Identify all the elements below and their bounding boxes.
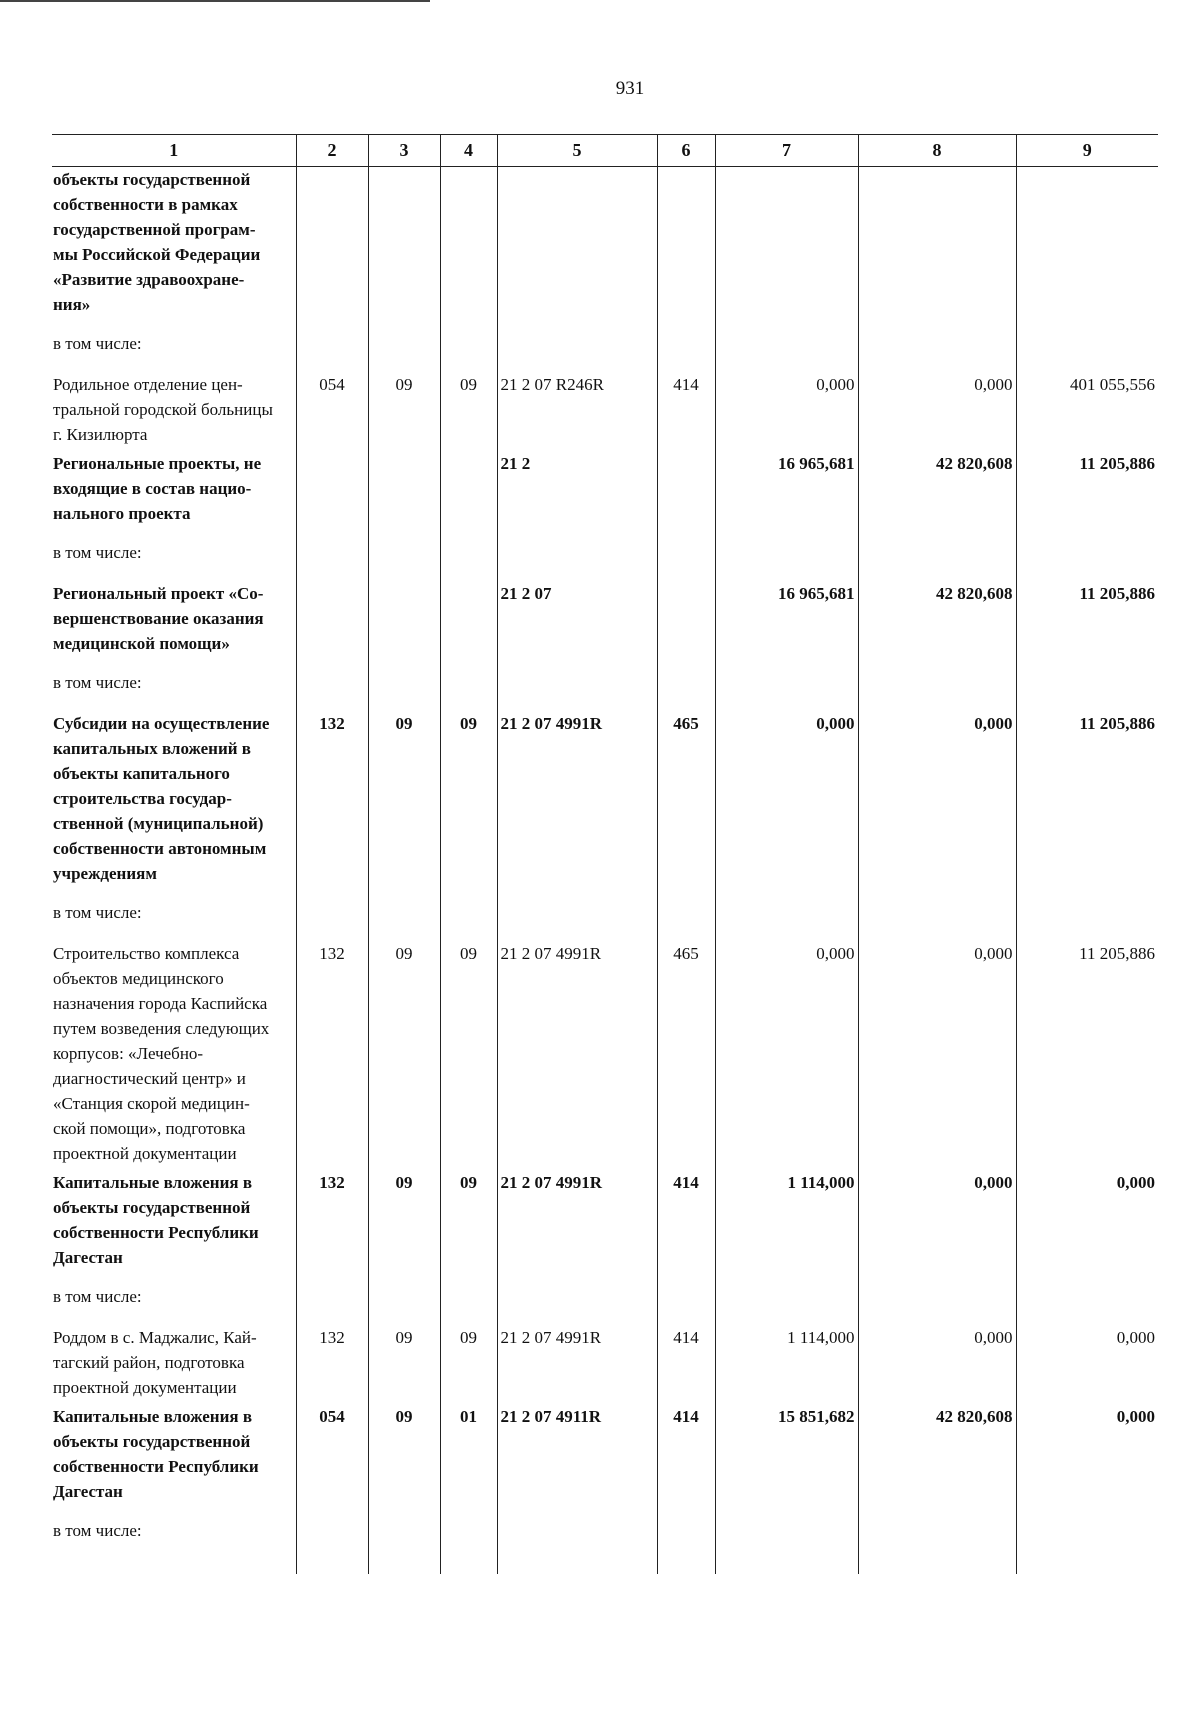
amount-col9-cell [1016, 1508, 1158, 1574]
subsection-cell [440, 1274, 497, 1325]
table-row [52, 1274, 1158, 1325]
table-row [52, 1404, 1158, 1504]
target-code-cell: 21 2 07 R246R [497, 372, 657, 447]
row-name-cell: Капитальные вложения в объекты государственной собственности Республики Дагестан [53, 1173, 259, 1267]
subsection-cell [440, 660, 497, 711]
expense-type-cell [657, 660, 715, 711]
expense-type-cell [657, 451, 715, 526]
amount-col8-cell [858, 660, 1016, 711]
section-cell: 09 [368, 711, 440, 886]
row-name-cell: в том числе: [53, 334, 142, 353]
table-row [52, 321, 1158, 372]
table-row [52, 890, 1158, 941]
amount-col9-cell [1016, 660, 1158, 711]
expense-type-cell [657, 167, 715, 318]
target-code-cell [497, 660, 657, 711]
target-code-cell [497, 321, 657, 372]
amount-col8-cell: 0,000 [858, 372, 1016, 447]
amount-col8-cell: 0,000 [858, 1170, 1016, 1270]
column-header: 5 [497, 135, 657, 167]
subsection-cell: 09 [440, 1325, 497, 1400]
admin-code-cell [296, 167, 368, 318]
amount-col7-cell [715, 167, 858, 318]
admin-code-cell [296, 581, 368, 656]
amount-col9-cell: 11 205,886 [1016, 711, 1158, 886]
table-row [52, 941, 1158, 1166]
section-cell: 09 [368, 1404, 440, 1504]
admin-code-cell [296, 1508, 368, 1574]
row-name-cell: в том числе: [53, 1287, 142, 1306]
subsection-cell [440, 530, 497, 581]
amount-col9-cell: 11 205,886 [1016, 941, 1158, 1166]
amount-col9-cell [1016, 1274, 1158, 1325]
target-code-cell: 21 2 07 4991R [497, 941, 657, 1166]
expense-type-cell: 414 [657, 1170, 715, 1270]
table-row [52, 372, 1158, 447]
amount-col8-cell [858, 890, 1016, 941]
column-header: 4 [440, 135, 497, 167]
table-row [52, 1508, 1158, 1574]
admin-code-cell: 054 [296, 1404, 368, 1504]
amount-col7-cell: 1 114,000 [715, 1325, 858, 1400]
amount-col7-cell: 1 114,000 [715, 1170, 858, 1270]
column-header: 1 [52, 135, 296, 167]
amount-col8-cell: 42 820,608 [858, 581, 1016, 656]
subsection-cell [440, 167, 497, 318]
header-row [52, 135, 1158, 167]
amount-col9-cell [1016, 167, 1158, 318]
section-cell [368, 167, 440, 318]
subsection-cell [440, 321, 497, 372]
target-code-cell [497, 1274, 657, 1325]
amount-col7-cell [715, 890, 858, 941]
section-cell [368, 530, 440, 581]
row-name-cell: Субсидии на осуществление капитальных вложений в объекты капитального строительства государ- ственной (муниципальной) собственности автономным учреждениям [53, 714, 270, 883]
amount-col9-cell: 11 205,886 [1016, 581, 1158, 656]
section-cell [368, 321, 440, 372]
admin-code-cell [296, 890, 368, 941]
amount-col8-cell: 42 820,608 [858, 451, 1016, 526]
amount-col9-cell: 0,000 [1016, 1404, 1158, 1504]
expense-type-cell [657, 581, 715, 656]
amount-col8-cell [858, 321, 1016, 372]
admin-code-cell: 132 [296, 711, 368, 886]
section-cell [368, 451, 440, 526]
row-name-cell: в том числе: [53, 903, 142, 922]
expense-type-cell [657, 890, 715, 941]
amount-col7-cell [715, 660, 858, 711]
section-cell [368, 660, 440, 711]
subsection-cell [440, 451, 497, 526]
amount-col7-cell [715, 1274, 858, 1325]
amount-col9-cell: 0,000 [1016, 1170, 1158, 1270]
row-name-cell: Родильное отделение цен- тральной городской больницы г. Кизилюрта [53, 375, 273, 444]
amount-col7-cell [715, 1508, 858, 1574]
amount-col7-cell [715, 321, 858, 372]
section-cell: 09 [368, 1325, 440, 1400]
amount-col7-cell: 0,000 [715, 941, 858, 1166]
target-code-cell: 21 2 07 [497, 581, 657, 656]
column-header: 6 [657, 135, 715, 167]
section-cell: 09 [368, 941, 440, 1166]
column-header: 9 [1016, 135, 1158, 167]
expense-type-cell: 414 [657, 372, 715, 447]
target-code-cell: 21 2 07 4911R [497, 1404, 657, 1504]
expense-type-cell: 465 [657, 711, 715, 886]
expense-type-cell [657, 530, 715, 581]
amount-col9-cell [1016, 321, 1158, 372]
amount-col8-cell [858, 530, 1016, 581]
table-row [52, 1325, 1158, 1400]
row-name-cell: в том числе: [53, 673, 142, 692]
row-name-cell: Строительство комплекса объектов медицинского назначения города Каспийска путем возведения следующих корпусов: «Лечебно- диагностический центр» и «Станция скорой медицин- ской помощи», подготовка проектной документации [53, 944, 270, 1163]
target-code-cell: 21 2 07 4991R [497, 1325, 657, 1400]
table-row [52, 530, 1158, 581]
expense-type-cell: 414 [657, 1325, 715, 1400]
row-name-cell: Капитальные вложения в объекты государственной собственности Республики Дагестан [53, 1407, 259, 1501]
expense-type-cell [657, 321, 715, 372]
expense-type-cell [657, 1508, 715, 1574]
amount-col7-cell: 16 965,681 [715, 451, 858, 526]
admin-code-cell [296, 660, 368, 711]
amount-col8-cell: 0,000 [858, 1325, 1016, 1400]
target-code-cell: 21 2 07 4991R [497, 711, 657, 886]
amount-col9-cell [1016, 890, 1158, 941]
amount-col8-cell [858, 1274, 1016, 1325]
table-row [52, 581, 1158, 656]
amount-col8-cell [858, 1508, 1016, 1574]
subsection-cell: 09 [440, 711, 497, 886]
table-row [52, 167, 1158, 318]
admin-code-cell: 132 [296, 1170, 368, 1270]
table-row [52, 1170, 1158, 1270]
column-header: 2 [296, 135, 368, 167]
subsection-cell [440, 1508, 497, 1574]
table-row [52, 451, 1158, 526]
table-row [52, 711, 1158, 886]
subsection-cell [440, 890, 497, 941]
admin-code-cell [296, 321, 368, 372]
admin-code-cell [296, 530, 368, 581]
amount-col8-cell: 42 820,608 [858, 1404, 1016, 1504]
section-cell: 09 [368, 1170, 440, 1270]
amount-col7-cell: 16 965,681 [715, 581, 858, 656]
amount-col9-cell [1016, 530, 1158, 581]
subsection-cell: 09 [440, 372, 497, 447]
row-name-cell: в том числе: [53, 1521, 142, 1540]
page-number: 931 [615, 78, 645, 99]
admin-code-cell [296, 1274, 368, 1325]
row-name-cell: объекты государственной собственности в рамках государственной програм- мы Российской Федерации «Развитие здравоохране- ния» [53, 170, 261, 314]
expense-type-cell [657, 1274, 715, 1325]
target-code-cell: 21 2 07 4991R [497, 1170, 657, 1270]
admin-code-cell [296, 451, 368, 526]
amount-col7-cell: 15 851,682 [715, 1404, 858, 1504]
target-code-cell [497, 1508, 657, 1574]
amount-col7-cell [715, 530, 858, 581]
amount-col9-cell: 11 205,886 [1016, 451, 1158, 526]
admin-code-cell: 132 [296, 1325, 368, 1400]
amount-col9-cell: 0,000 [1016, 1325, 1158, 1400]
row-name-cell: Региональные проекты, не входящие в состав нацио- нального проекта [53, 454, 262, 523]
section-cell [368, 581, 440, 656]
amount-col7-cell: 0,000 [715, 372, 858, 447]
column-header: 7 [715, 135, 858, 167]
scan-top-rule [0, 0, 430, 2]
amount-col8-cell: 0,000 [858, 711, 1016, 886]
target-code-cell: 21 2 [497, 451, 657, 526]
budget-table [52, 134, 1158, 1574]
subsection-cell: 01 [440, 1404, 497, 1504]
amount-col9-cell: 401 055,556 [1016, 372, 1158, 447]
admin-code-cell: 132 [296, 941, 368, 1166]
target-code-cell [497, 530, 657, 581]
amount-col8-cell: 0,000 [858, 941, 1016, 1166]
row-name-cell: Региональный проект «Со- вершенствование оказания медицинской помощи» [53, 584, 264, 653]
row-name-cell: в том числе: [53, 543, 142, 562]
section-cell [368, 1508, 440, 1574]
amount-col8-cell [858, 167, 1016, 318]
subsection-cell: 09 [440, 941, 497, 1166]
table-body [52, 167, 1158, 1575]
subsection-cell: 09 [440, 1170, 497, 1270]
expense-type-cell: 414 [657, 1404, 715, 1504]
expense-type-cell: 465 [657, 941, 715, 1166]
column-header: 3 [368, 135, 440, 167]
section-cell: 09 [368, 372, 440, 447]
column-header: 8 [858, 135, 1016, 167]
subsection-cell [440, 581, 497, 656]
table-row [52, 660, 1158, 711]
row-name-cell: Роддом в с. Маджалис, Кай- тагский район, подготовка проектной документации [53, 1328, 257, 1397]
amount-col7-cell: 0,000 [715, 711, 858, 886]
section-cell [368, 1274, 440, 1325]
target-code-cell [497, 167, 657, 318]
target-code-cell [497, 890, 657, 941]
admin-code-cell: 054 [296, 372, 368, 447]
section-cell [368, 890, 440, 941]
